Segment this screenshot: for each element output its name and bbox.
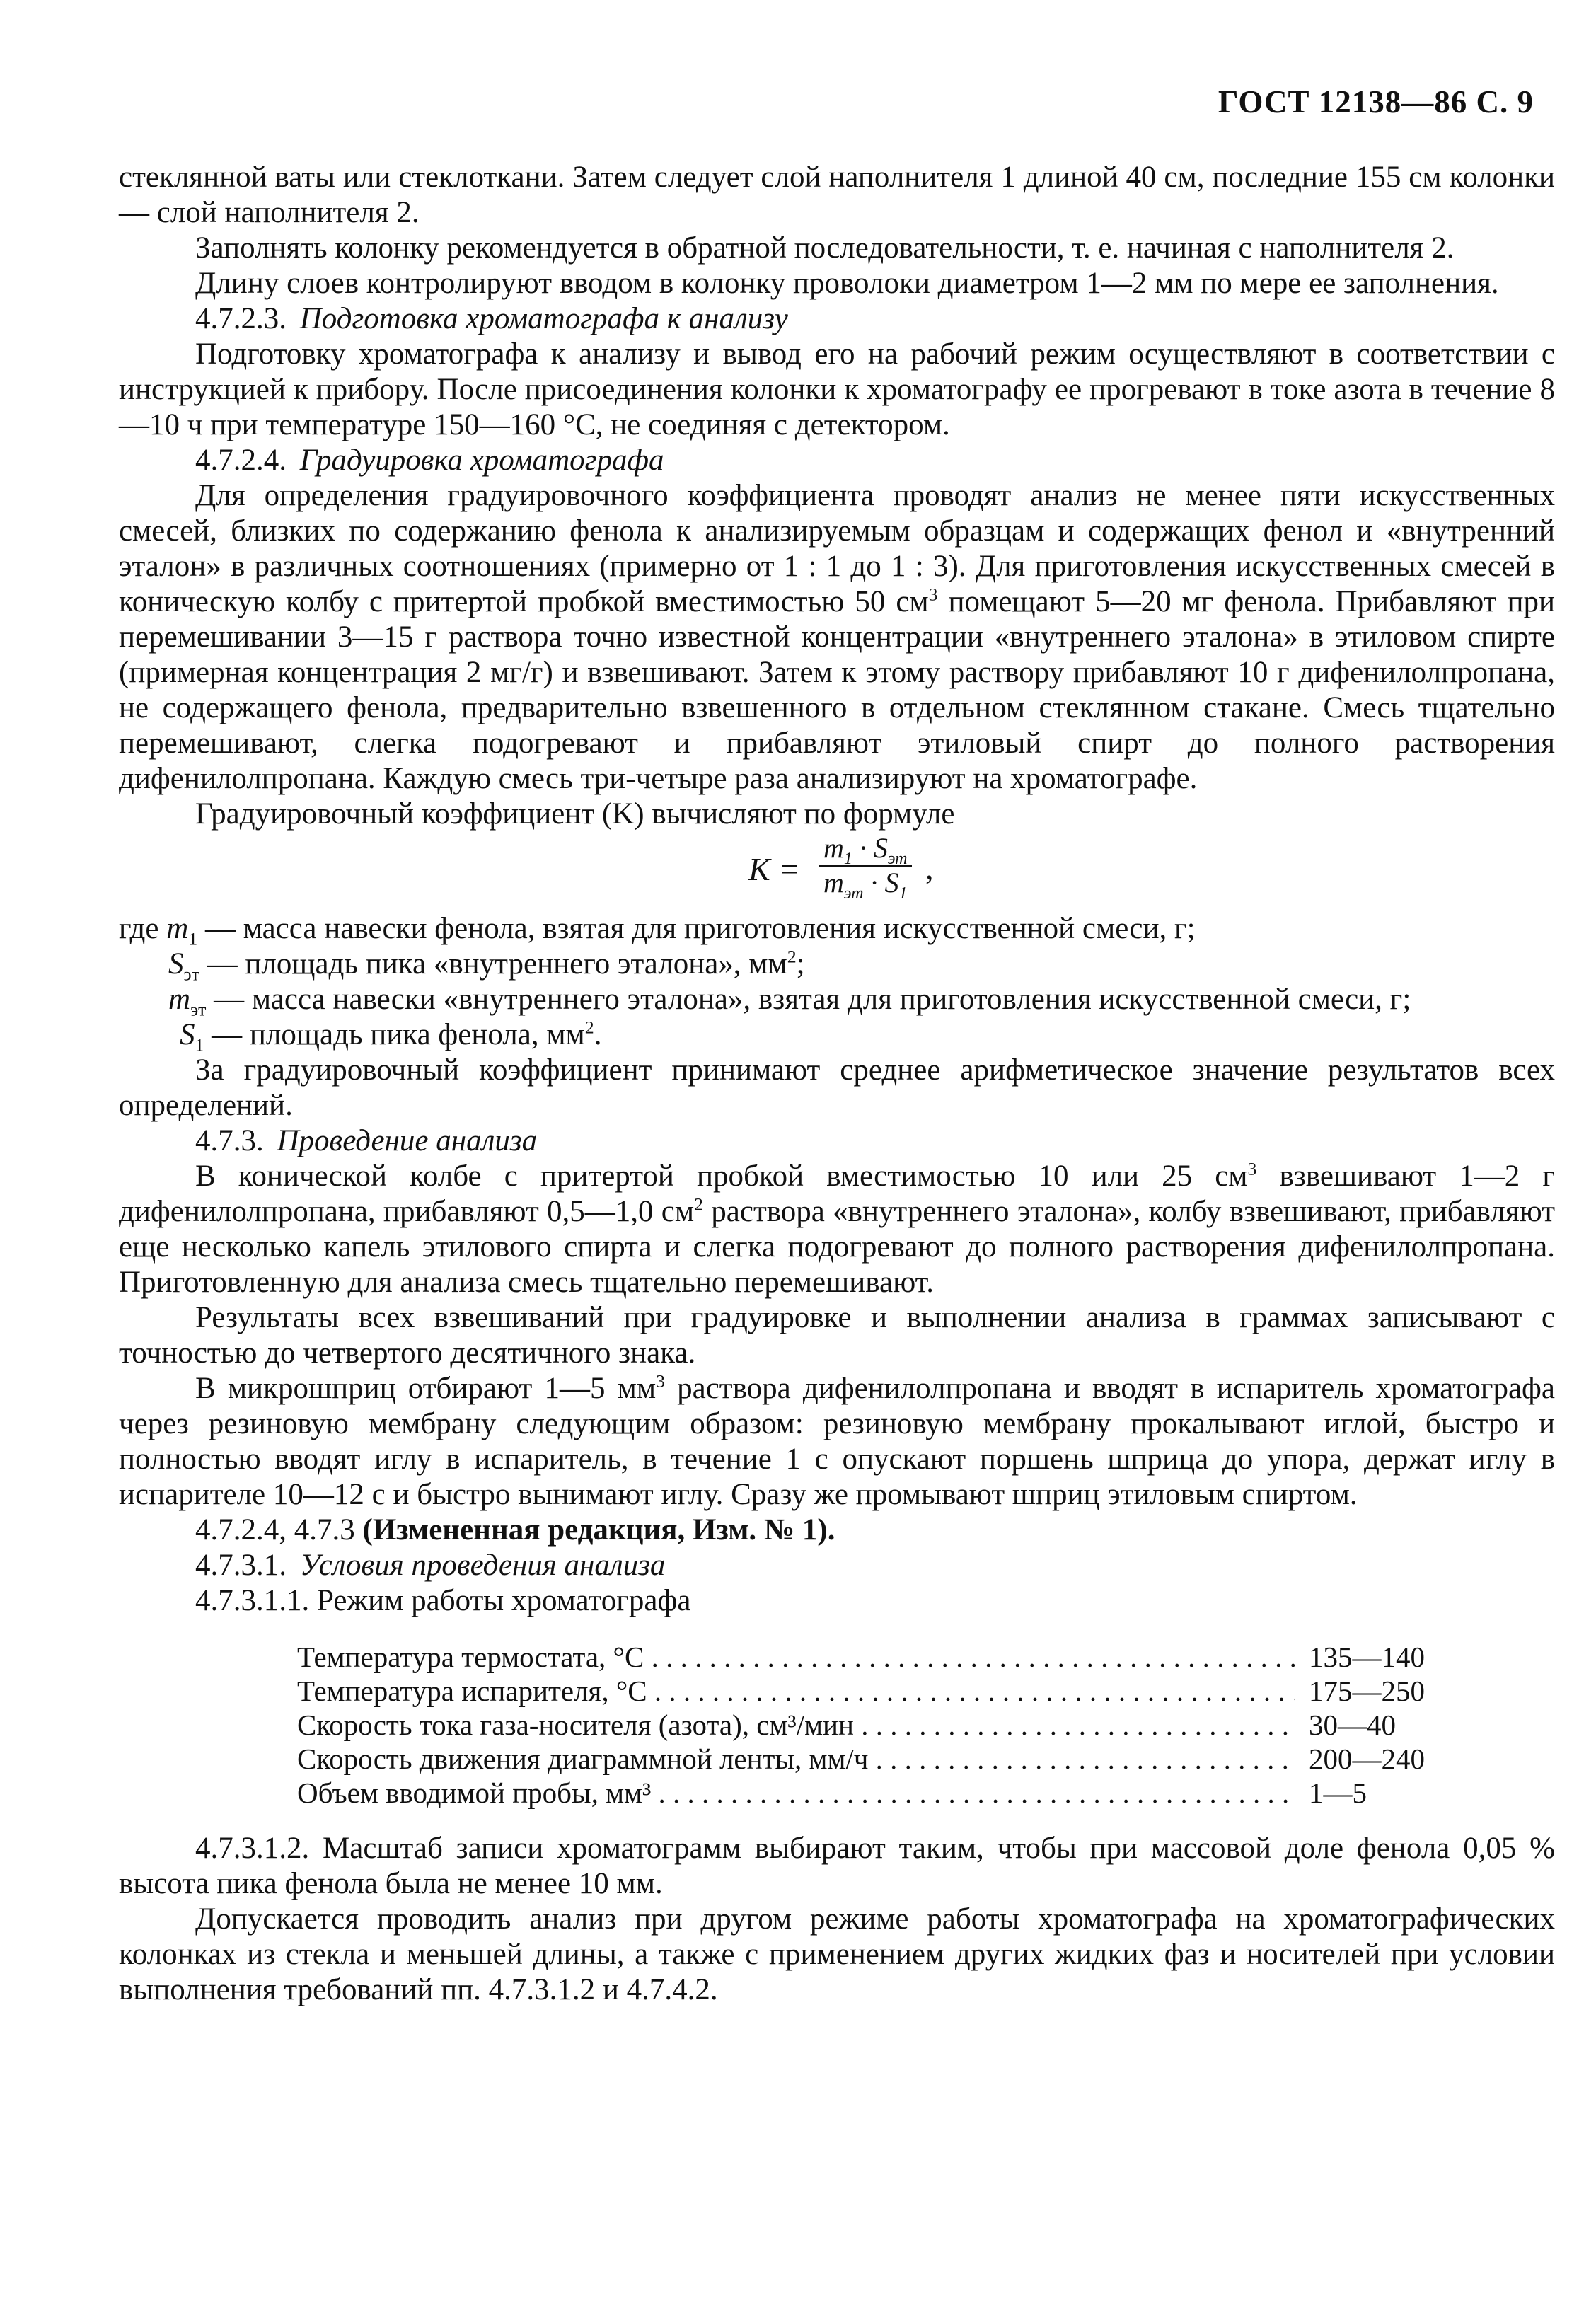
formula-fraction [819, 832, 912, 903]
subscript: 1 [195, 1034, 204, 1056]
definition-m1 [119, 911, 1555, 947]
operator: · [863, 867, 885, 898]
mode-label: Температура термостата, °С . . . [297, 1640, 1295, 1674]
mode-row [297, 1776, 1429, 1810]
mode-label: Объем вводимой пробы, мм³ . . . [297, 1776, 1295, 1810]
section-number: 4.7.2.4. [195, 444, 287, 477]
definition-s-et [119, 946, 1555, 985]
mode-label: Температура испарителя, °С . . . [297, 1674, 1295, 1708]
paragraph [119, 1159, 1555, 1300]
section-title: Подготовка хроматографа к анализу [299, 302, 788, 335]
paragraph [119, 478, 1555, 797]
text-run: . [594, 1018, 602, 1051]
section-heading-47311: 4.7.3.1.1. Режим работы хроматографа [195, 1584, 691, 1617]
section-heading-4724 [195, 443, 1555, 478]
superscript: 2 [694, 1193, 703, 1215]
spacer [119, 1810, 1555, 1831]
mode-row [297, 1674, 1429, 1708]
section-title: Градуировка хроматографа [299, 444, 664, 477]
subscript: эт [843, 884, 864, 903]
operating-modes-table [297, 1640, 1429, 1810]
text-run: — площадь пика фенола, мм [204, 1018, 585, 1051]
subscript: 1 [898, 884, 908, 903]
symbol: S [180, 1018, 195, 1051]
definitions [119, 911, 1555, 1056]
section-number: 4.7.2.3. [195, 302, 287, 335]
formula-numerator [819, 832, 912, 867]
paragraph: Подготовку хроматографа к анализу и вывод его на рабочий режим осуществляют в соответствии с инструкцией к прибору. После присоединения колонки к хроматографу ее прогревают в токе азота в течение 8—10 ч при температуре 150—160 °С, не соединяя с детектором. [119, 337, 1555, 441]
subscript: 1 [843, 850, 852, 868]
text-run: раствора «внутреннего эталона», колбу взвешивают, прибавляют еще несколько капель этилового спирта и слегка подогревают до полного растворения дифенилолпропана. Приготовленную для анализа смесь тщательно перемешивают. [119, 1195, 1555, 1299]
superscript: 3 [656, 1370, 665, 1392]
paragraph: За градуировочный коэффициент принимают среднее арифметическое значение результатов всех определений. [119, 1053, 1555, 1122]
subscript: эт [190, 999, 207, 1020]
mode-label: Скорость тока газа-носителя (азота), см³/мин . . . [297, 1708, 1295, 1742]
paragraph: Результаты всех взвешиваний при градуировке и выполнении анализа в граммах записывают с точностью до четвертого десятичного знака. [119, 1301, 1555, 1370]
mode-label: Скорость движения диаграммной ленты, мм/ч . . . [297, 1742, 1295, 1776]
formula [119, 832, 1555, 911]
definition-s1 [119, 1017, 1555, 1056]
mode-row [297, 1708, 1429, 1742]
symbol: m [823, 832, 844, 864]
section-number: 4.7.3.1. [195, 1549, 287, 1582]
subscript: 1 [188, 928, 198, 949]
mode-value: 200—240 [1309, 1742, 1425, 1775]
text-run: раствора дифенилолпропана и вводят в испаритель хроматографа через резиновую мембрану следующим образом: резиновую мембрану прокалывают иглой, быстро и полностью вводят иглу в испаритель, в течение 1 с опускают поршень шприца до упора, держат иглу в испарителе 10—12 с и быстро вынимают иглу. Сразу же промывают шприц этиловым спиртом. [119, 1372, 1555, 1511]
section-heading-473 [195, 1123, 1555, 1159]
section-heading-4723 [195, 301, 1555, 337]
section-number: 4.7.3. [195, 1124, 264, 1157]
superscript: 3 [1247, 1158, 1257, 1179]
paragraph: Градуировочный коэффициент (K) вычисляют по формуле [195, 797, 955, 831]
superscript: 3 [928, 584, 938, 605]
text-run: помещают 5—20 мг фенола. Прибавляют при перемешивании 3—15 г раствора точно известной концентрации «внутреннего эталона» в этиловом спирте (примерная концентрация 2 мг/г) и взвешивают. Затем к этому раствору прибавляют 10 г дифенилолпропана, не содержащего фенола, предварительно взвешенного в отдельном стеклянном стакане. Смесь тщательно перемешивают, слегка подогревают и прибавляют этиловый спирт до полного растворения дифенилолпропана. Каждую смесь три-четыре раза анализируют на хроматографе. [119, 585, 1555, 795]
subscript: эт [183, 964, 200, 985]
amendment-label: (Измененная редакция, Изм. № 1). [362, 1513, 835, 1547]
symbol: m [166, 912, 189, 945]
mode-row [297, 1640, 1429, 1674]
section-title: Проведение анализа [277, 1124, 538, 1157]
mode-value: 135—140 [1309, 1641, 1425, 1673]
page-header: ГОСТ 12138—86 С. 9 [1218, 84, 1534, 120]
mode-row [297, 1742, 1429, 1776]
text-run: — масса навески фенола, взятая для приготовления искусственной смеси, г; [197, 912, 1196, 945]
subscript: эт [887, 850, 908, 868]
text-run: ; [796, 947, 805, 981]
superscript: 2 [584, 1017, 594, 1038]
body-text [119, 160, 1555, 2008]
amendment-note [195, 1513, 1555, 1548]
text-run: взвешивают 1—2 г дифенилолпропана, прибавляют 0,5—1,0 см [119, 1160, 1555, 1228]
symbol: S [168, 947, 184, 981]
paragraph [119, 1371, 1555, 1513]
symbol: S [873, 832, 888, 864]
formula-denominator [819, 867, 912, 903]
text-run: В конической колбе с притертой пробкой вместимостью 10 или 25 см [195, 1160, 1248, 1193]
paragraph: 4.7.3.1.2. Масштаб записи хроматограмм выбирают таким, чтобы при массовой доле фенола 0,05 % высота пика фенола была не менее 10 мм. [119, 1832, 1555, 1900]
paragraph: Длину слоев контролируют вводом в колонку проволоки диаметром 1—2 мм по мере ее заполнения. [195, 267, 1499, 300]
symbol: S [884, 867, 899, 898]
formula-lhs: K = [748, 851, 801, 887]
text-run: — площадь пика «внутреннего эталона», мм [199, 947, 787, 981]
formula-comma: , [925, 850, 934, 886]
text-run: 4.7.2.4, 4.7.3 [195, 1513, 363, 1547]
section-heading-4731 [195, 1548, 1555, 1583]
mode-value: 1—5 [1309, 1776, 1367, 1809]
text-run: В микрошприц отбирают 1—5 мм [195, 1372, 657, 1405]
mode-value: 30—40 [1309, 1709, 1396, 1741]
section-title: Условия проведения анализа [299, 1549, 666, 1582]
text-run: Для определения градуировочного коэффициента проводят анализ не менее пяти искусственных смесей, близких по содержанию фенола к анализируемым образцам и содержащих фенол и «внутренний эталон» в различных соотношениях (примерно от 1 : 1 до 1 : 3). Для приготовления искусственных смесей в коническую колбу с притертой пробкой вместимостью 50 см [119, 479, 1555, 618]
mode-value: 175—250 [1309, 1675, 1425, 1707]
paragraph: Заполнять колонку рекомендуется в обратной последовательности, т. е. начиная с наполнителя 2. [195, 231, 1455, 265]
symbol: m [168, 983, 191, 1016]
superscript: 2 [787, 946, 797, 967]
paragraph: Допускается проводить анализ при другом режиме работы хроматографа на хроматографических колонках из стекла и меньшей длины, а также с применением других жидких фаз и носителей при условии выполнения требований пп. 4.7.3.1.2 и 4.7.4.2. [119, 1902, 1555, 2006]
definition-m-et [119, 982, 1555, 1020]
paragraph: стеклянной ваты или стеклоткани. Затем следует слой наполнителя 1 длиной 40 см, последние 155 см колонки — слой наполнителя 2. [119, 161, 1555, 229]
text-run: — масса навески «внутреннего эталона», взятая для приготовления искусственной смеси, г; [206, 983, 1411, 1016]
operator: · [852, 832, 874, 864]
text-run: где [119, 912, 167, 945]
symbol: m [823, 867, 844, 898]
